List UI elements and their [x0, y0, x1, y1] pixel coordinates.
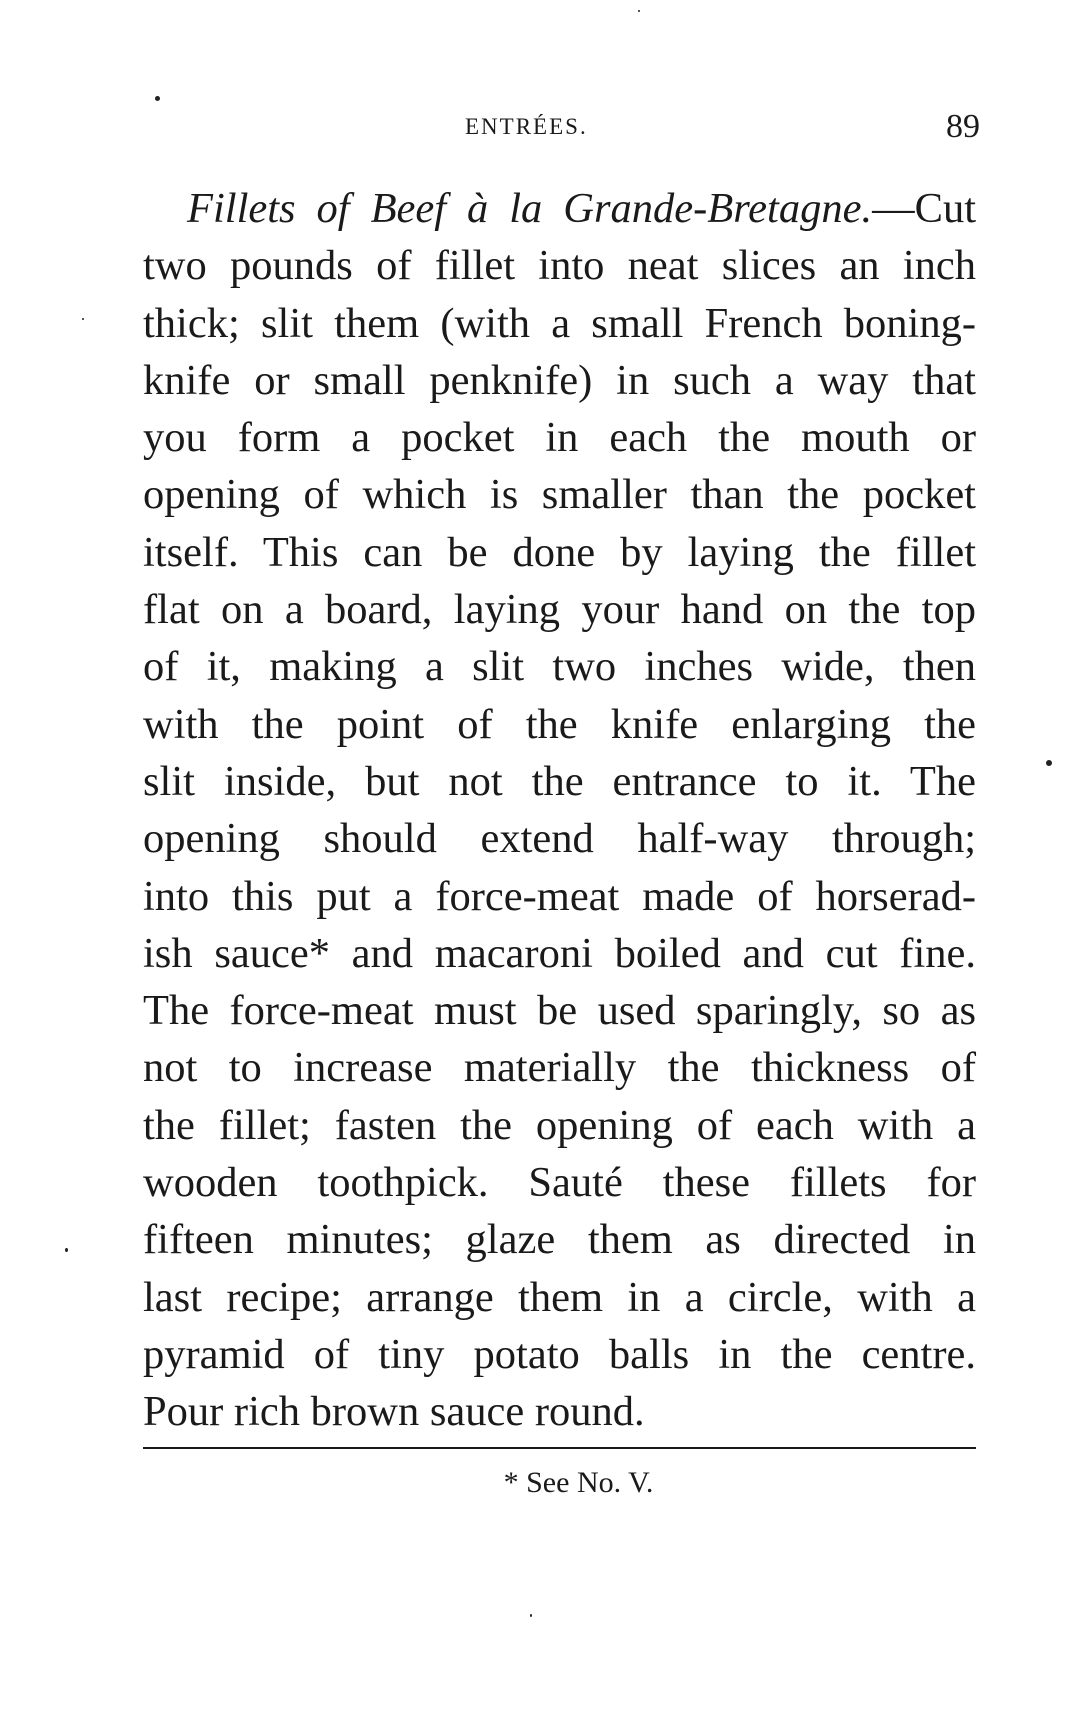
recipe-line: wooden toothpick. Sauté these fillets for [143, 1159, 976, 1207]
recipe-line: two pounds of fillet into neat slices an inch [143, 242, 976, 290]
recipe-line: flat on a board, laying your hand on the top [143, 586, 976, 634]
recipe-line: knife or small penknife) in such a way that [143, 356, 976, 404]
recipe-title: Fillets of Beef à la Grande-Bretagne. [187, 185, 873, 232]
scan-speck [1046, 760, 1052, 766]
recipe-line [143, 180, 976, 237]
recipe-text [143, 180, 976, 1441]
recipe-line: opening of which is smaller than the pocket [143, 471, 976, 519]
scan-speck [82, 318, 84, 320]
recipe-line: fifteen minutes; glaze them as directed in [143, 1216, 976, 1264]
footnote-text: * See No. V. [503, 1466, 654, 1499]
recipe-line: of it, making a slit two inches wide, then [143, 643, 976, 691]
recipe-line: slit inside, but not the entrance to it. The [143, 757, 976, 805]
recipe-line: with the point of the knife enlarging the [143, 700, 976, 748]
recipe-line: Pour rich brown sauce round. [143, 1388, 645, 1436]
footnote [0, 1466, 1085, 1500]
recipe-line: ish sauce* and macaroni boiled and cut fine. [143, 929, 976, 977]
recipe-line: itself. This can be done by laying the fillet [143, 528, 976, 576]
recipe-line: last recipe; arrange them in a circle, with a [143, 1273, 976, 1321]
recipe-line: pyramid of tiny potato balls in the centre. [143, 1330, 976, 1378]
recipe-line: not to increase materially the thickness of [143, 1044, 976, 1092]
recipe-line: you form a pocket in each the mouth or [143, 414, 976, 462]
recipe-line: opening should extend half-way through; [143, 815, 976, 863]
footnote-rule [143, 1447, 976, 1449]
scan-speck [530, 1614, 532, 1617]
section-title: ENTRÉES. [465, 114, 588, 139]
recipe-line-text: —Cut [872, 185, 976, 232]
scan-speck [65, 1248, 68, 1252]
recipe-line: into this put a force-meat made of horserad- [143, 872, 976, 920]
running-head [0, 108, 1085, 148]
recipe-line: thick; slit them (with a small French boning- [143, 299, 976, 347]
scan-speck [638, 10, 640, 12]
recipe-line: the fillet; fasten the opening of each with a [143, 1101, 976, 1149]
recipe-line: The force-meat must be used sparingly, so as [143, 987, 976, 1035]
page-number: 89 [946, 108, 980, 145]
scan-speck [155, 96, 160, 101]
